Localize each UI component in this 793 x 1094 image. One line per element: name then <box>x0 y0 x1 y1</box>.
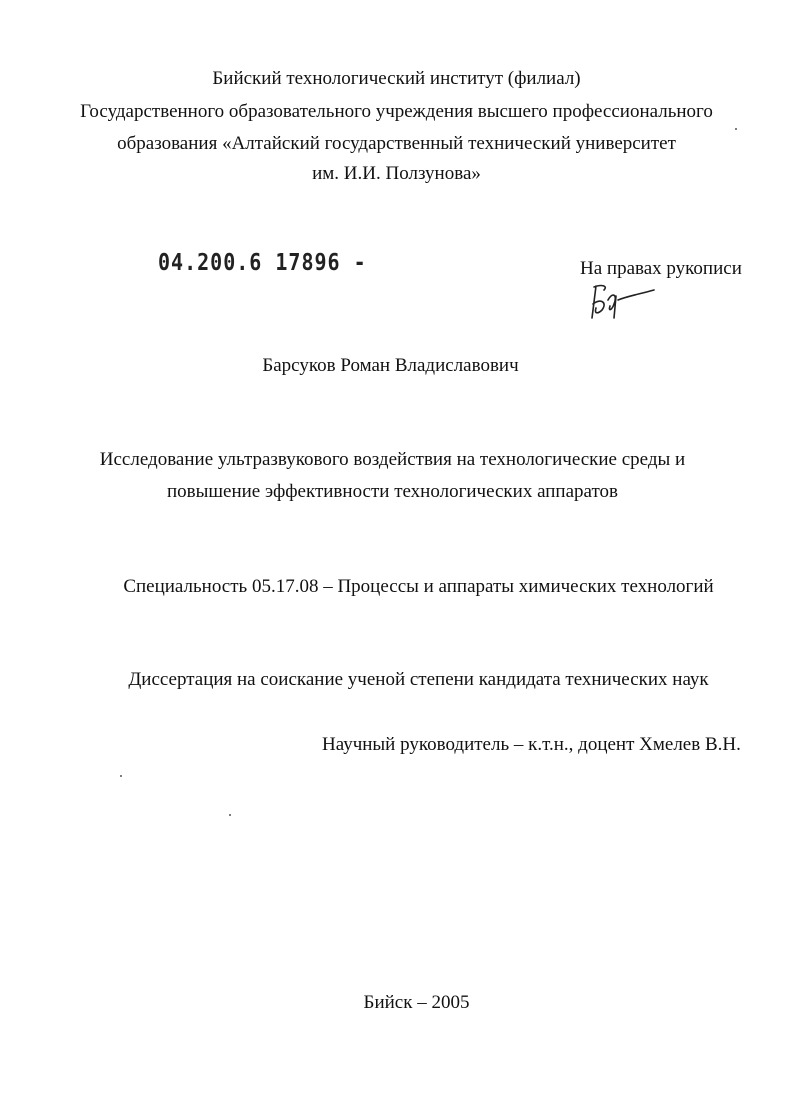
rights-label: На правах рукописи <box>580 258 742 279</box>
institution-line-2: Государственного образовательного учреждения высшего профессионального <box>80 101 713 122</box>
city-year: Бийск – 2005 <box>363 992 470 1013</box>
scan-speck <box>229 814 231 816</box>
institution-line-4: им. И.И. Ползунова» <box>312 163 481 184</box>
scan-speck <box>120 775 122 777</box>
dissertation-title-line-1: Исследование ультразвукового воздействия на технологические среды и <box>99 449 686 470</box>
institute-name: Бийский технологический институт (филиал) <box>212 68 581 89</box>
scan-speck <box>735 128 737 130</box>
dissertation-title-line-2: повышение эффективности технологических аппаратов <box>167 481 618 502</box>
author-name: Барсуков Роман Владиславович <box>262 355 519 376</box>
institution-line-3: образования «Алтайский государственный технический университет <box>117 133 676 154</box>
registration-stamp: 04.200.6 17896 - <box>158 248 367 276</box>
specialty-line: Специальность 05.17.08 – Процессы и аппараты химических технологий <box>123 576 714 597</box>
supervisor-line: Научный руководитель – к.т.н., доцент Хмелев В.Н. <box>322 734 741 755</box>
degree-line: Диссертация на соискание ученой степени кандидата технических наук <box>128 669 709 690</box>
signature-image <box>588 282 658 322</box>
